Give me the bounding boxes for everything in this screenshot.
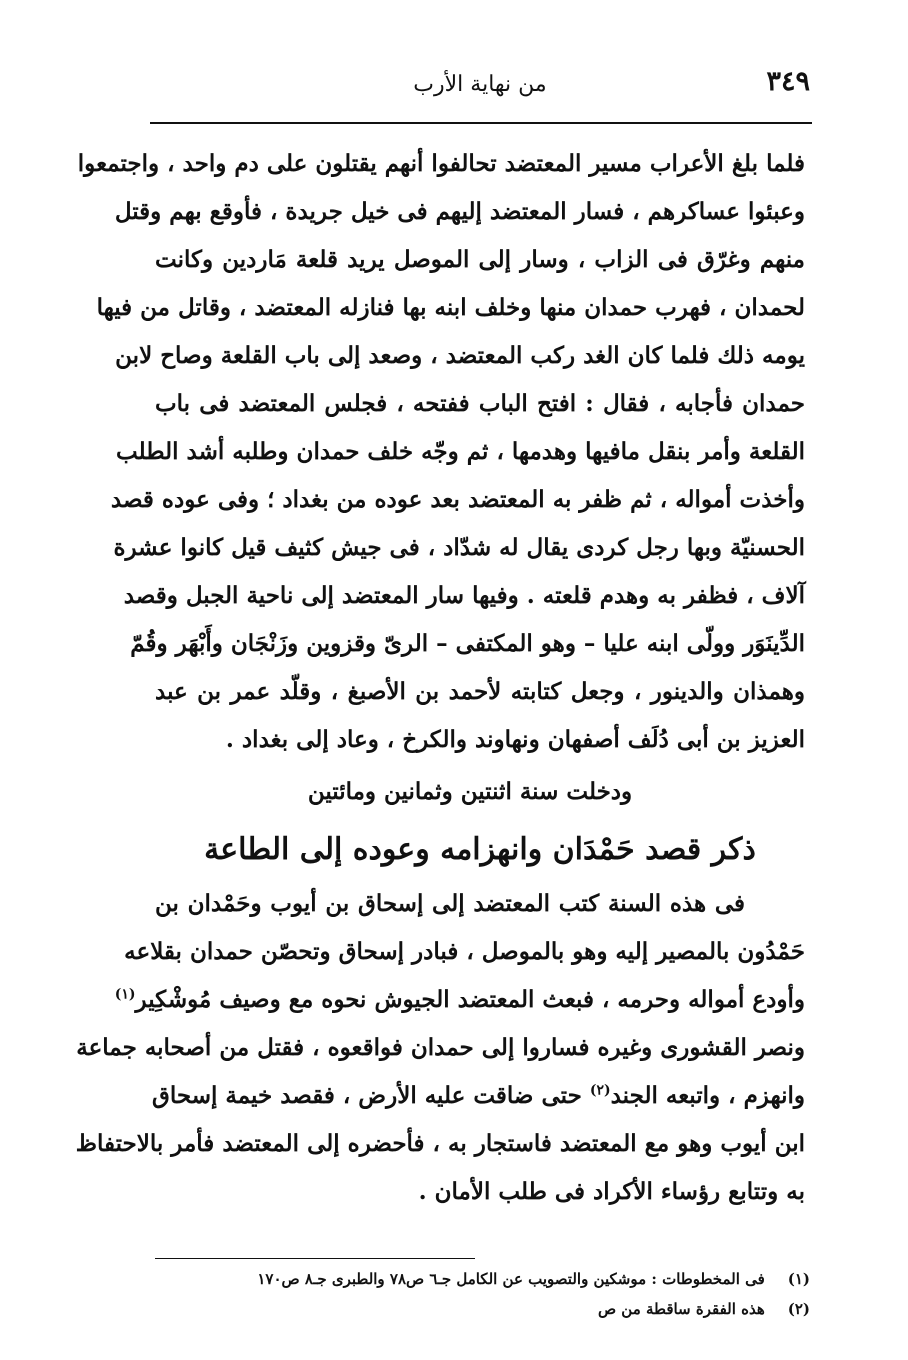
text-segment: وأودع أمواله وحرمه ، فبعث المعتضد الجيوش نحوه مع وصيف مُوشْكِير	[135, 986, 805, 1013]
text-line	[114, 976, 805, 1024]
footnote-1	[155, 1264, 810, 1294]
text-line: منهم وغرّق فى الزاب ، وسار إلى الموصل يريد قلعة مَاردين وكانت	[155, 246, 805, 273]
text-line	[152, 1072, 805, 1120]
footnote-ref-1[interactable]: (١)	[114, 986, 136, 1003]
paragraph-1	[77, 140, 805, 764]
text-line: وعبئوا عساكرهم ، فسار المعتضد إليهم فى خيل جريدة ، فأوقع بهم وقتل	[114, 198, 805, 225]
text-line: القلعة وأمر بنقل مافيها وهدمها ، ثم وجّه خلف حمدان وطلبه أشد الطلب	[116, 438, 805, 465]
text-line: فلما بلغ الأعراب مسير المعتضد تحالفوا أنهم يقتلون على دم واحد ، واجتمعوا	[77, 150, 805, 177]
text-line: فى هذه السنة كتب المعتضد إلى إسحاق بن أيوب وحَمْدان بن	[155, 890, 745, 917]
text-line: آلاف ، فظفر به وهدم قلعته . وفيها سار المعتضد إلى ناحية الجبل وقصد	[123, 582, 805, 609]
footnote-number: (٢)	[787, 1300, 810, 1318]
footnote-text: هذه الفقرة ساقطة من ص	[597, 1300, 765, 1318]
section-heading: ذكر قصد حَمْدَان وانهزامه وعوده إلى الطاعة	[204, 832, 756, 867]
text-line: ابن أيوب وهو مع المعتضد فاستجار به ، فأحضره إلى المعتضد فأمر بالاحتفاظ	[75, 1130, 805, 1157]
paragraph-2	[75, 880, 805, 1216]
footnote-2	[155, 1294, 810, 1324]
text-line: العزيز بن أبى دُلَف أصفهان ونهاوند والكرخ ، وعاد إلى بغداد .	[225, 726, 805, 753]
text-line: وأخذت أمواله ، ثم ظفر به المعتضد بعد عوده من بغداد ؛ وفى عوده قصد	[110, 486, 805, 513]
text-line: الدِّينَوَر وولّى ابنه عليا – وهو المكتفى – الرىّ وقزوين وزَنْجَان وأَبْهَر وقُمّ	[130, 630, 805, 657]
running-title: من نهاية الأرب	[413, 72, 547, 97]
text-line: لحمدان ، فهرب حمدان منها وخلف ابنه بها فنازله المعتضد ، وقاتل من فيها	[96, 294, 805, 321]
footnotes	[155, 1264, 810, 1324]
page-number: ٣٤٩	[766, 66, 810, 97]
text-segment: وانهزم ، واتبعه الجند	[610, 1082, 805, 1109]
header-rule	[150, 122, 812, 124]
text-line: حَمْدُون بالمصير إليه وهو بالموصل ، فبادر إسحاق وتحصّن حمدان بقلاعه	[124, 938, 805, 965]
text-line: حمدان فأجابه ، فقال : افتح الباب ففتحه ، فجلس المعتضد فى باب	[155, 390, 805, 417]
footnote-ref-2[interactable]: (٢)	[589, 1082, 611, 1099]
footnote-text: فى المخطوطات : موشكين والتصويب عن الكامل جـ٦ ص٧٨ والطبرى جـ٨ ص١٧٠	[257, 1270, 765, 1288]
text-line: وهمذان والدينور ، وجعل كتابته لأحمد بن الأصبغ ، وقلّد عمر بن عبد	[155, 678, 805, 705]
text-line: يومه ذلك فلما كان الغد ركب المعتضد ، وصعد إلى باب القلعة وصاح لابن	[115, 342, 805, 369]
year-line: ودخلت سنة اثنتين وثمانين ومائتين	[307, 778, 633, 805]
footnote-number: (١)	[787, 1270, 810, 1288]
text-line: الحسنيّة وبها رجل كردى يقال له شدّاد ، فى جيش كثيف قيل كانوا عشرة	[113, 534, 805, 561]
text-line: به وتتابع رؤساء الأكراد فى طلب الأمان .	[418, 1178, 805, 1205]
text-line: ونصر القشورى وغيره فساروا إلى حمدان فواقعوه ، فقتل من أصحابه جماعة	[76, 1034, 805, 1061]
main-text	[75, 140, 805, 1216]
page-header	[150, 62, 810, 108]
text-segment: حتى ضاقت عليه الأرض ، فقصد خيمة إسحاق	[152, 1082, 582, 1109]
footnote-rule	[155, 1258, 475, 1259]
